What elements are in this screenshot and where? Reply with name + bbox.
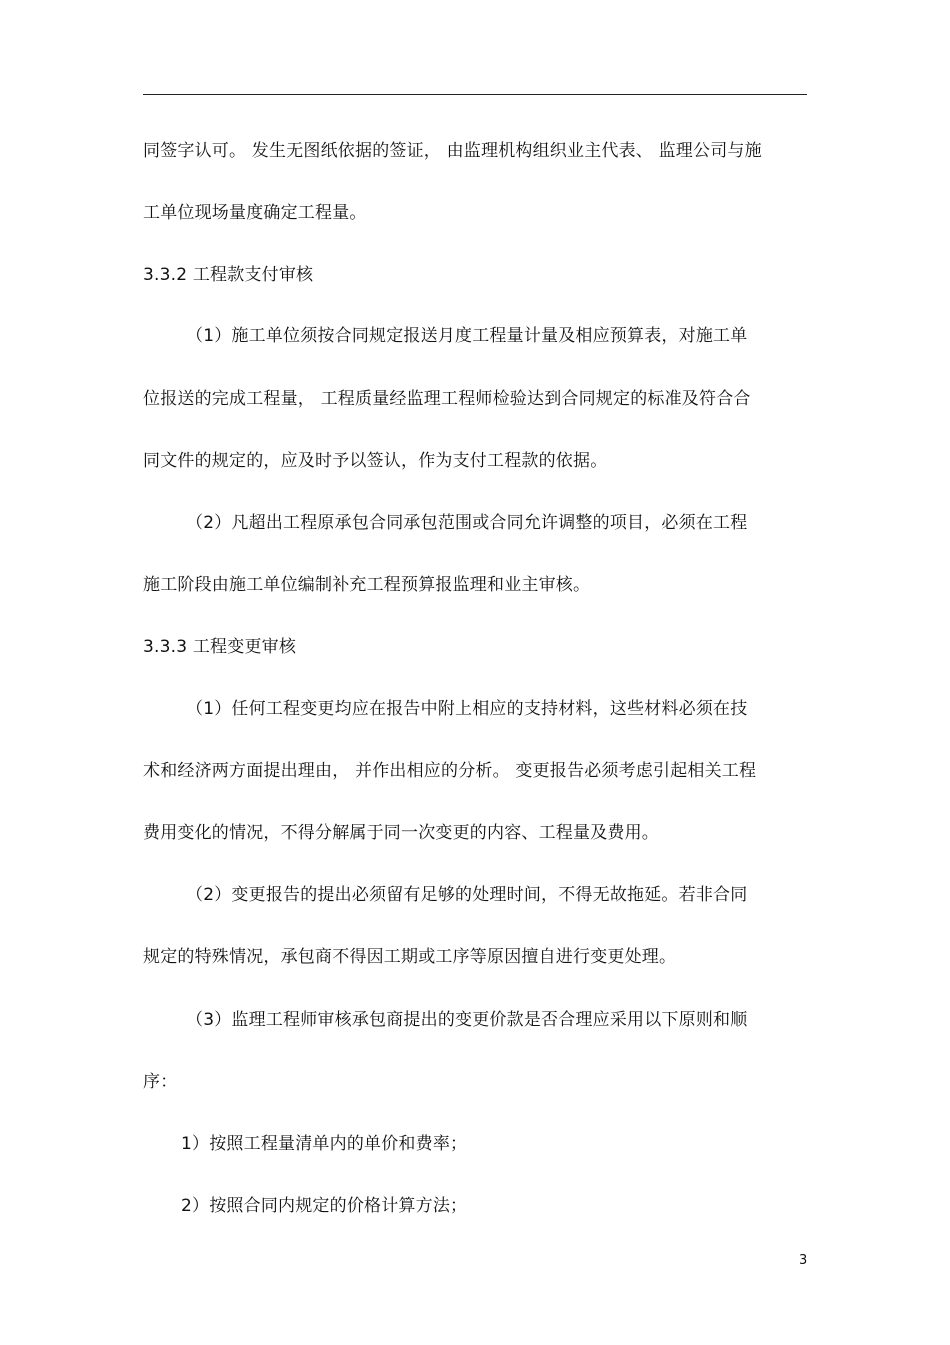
text-line: 同签字认可。 发生无图纸依据的签证， 由监理机构组织业主代表、 监理公司与施 (143, 141, 762, 161)
text-line: （1）任何工程变更均应在报告中附上相应的支持材料，这些材料必须在技 (186, 699, 748, 719)
text-line: （2）变更报告的提出必须留有足够的处理时间，不得无故拖延。若非合同 (186, 885, 748, 905)
text-line: 工单位现场量度确定工程量。 (143, 203, 367, 223)
text-line: （3）监理工程师审核承包商提出的变更价款是否合理应采用以下原则和顺 (186, 1010, 748, 1030)
list-item: 1）按照工程量清单内的单价和费率； (181, 1134, 468, 1154)
text-line: 序： (143, 1072, 178, 1092)
section-heading: 3.3.2 工程款支付审核 (143, 265, 314, 285)
text-line: 施工阶段由施工单位编制补充工程预算报监理和业主审核。 (143, 575, 591, 595)
page-number: 3 (799, 1253, 808, 1268)
text-line: 规定的特殊情况，承包商不得因工期或工序等原因擅自进行变更处理。 (143, 947, 677, 967)
text-line: 位报送的完成工程量， 工程质量经监理工程师检验达到合同规定的标准及符合合 (143, 389, 751, 409)
list-item: 2）按照合同内规定的价格计算方法； (181, 1196, 468, 1216)
header-rule (143, 94, 807, 95)
text-line: （1）施工单位须按合同规定报送月度工程量计量及相应预算表，对施工单 (186, 326, 748, 346)
text-line: 同文件的规定的，应及时予以签认，作为支付工程款的依据。 (143, 451, 608, 471)
section-heading: 3.3.3 工程变更审核 (143, 637, 297, 657)
text-line: 术和经济两方面提出理由， 并作出相应的分析。 变更报告必须考虑引起相关工程 (143, 761, 757, 781)
text-line: （2）凡超出工程原承包合同承包范围或合同允许调整的项目，必须在工程 (186, 513, 748, 533)
text-line: 费用变化的情况，不得分解属于同一次变更的内容、工程量及费用。 (143, 823, 659, 843)
